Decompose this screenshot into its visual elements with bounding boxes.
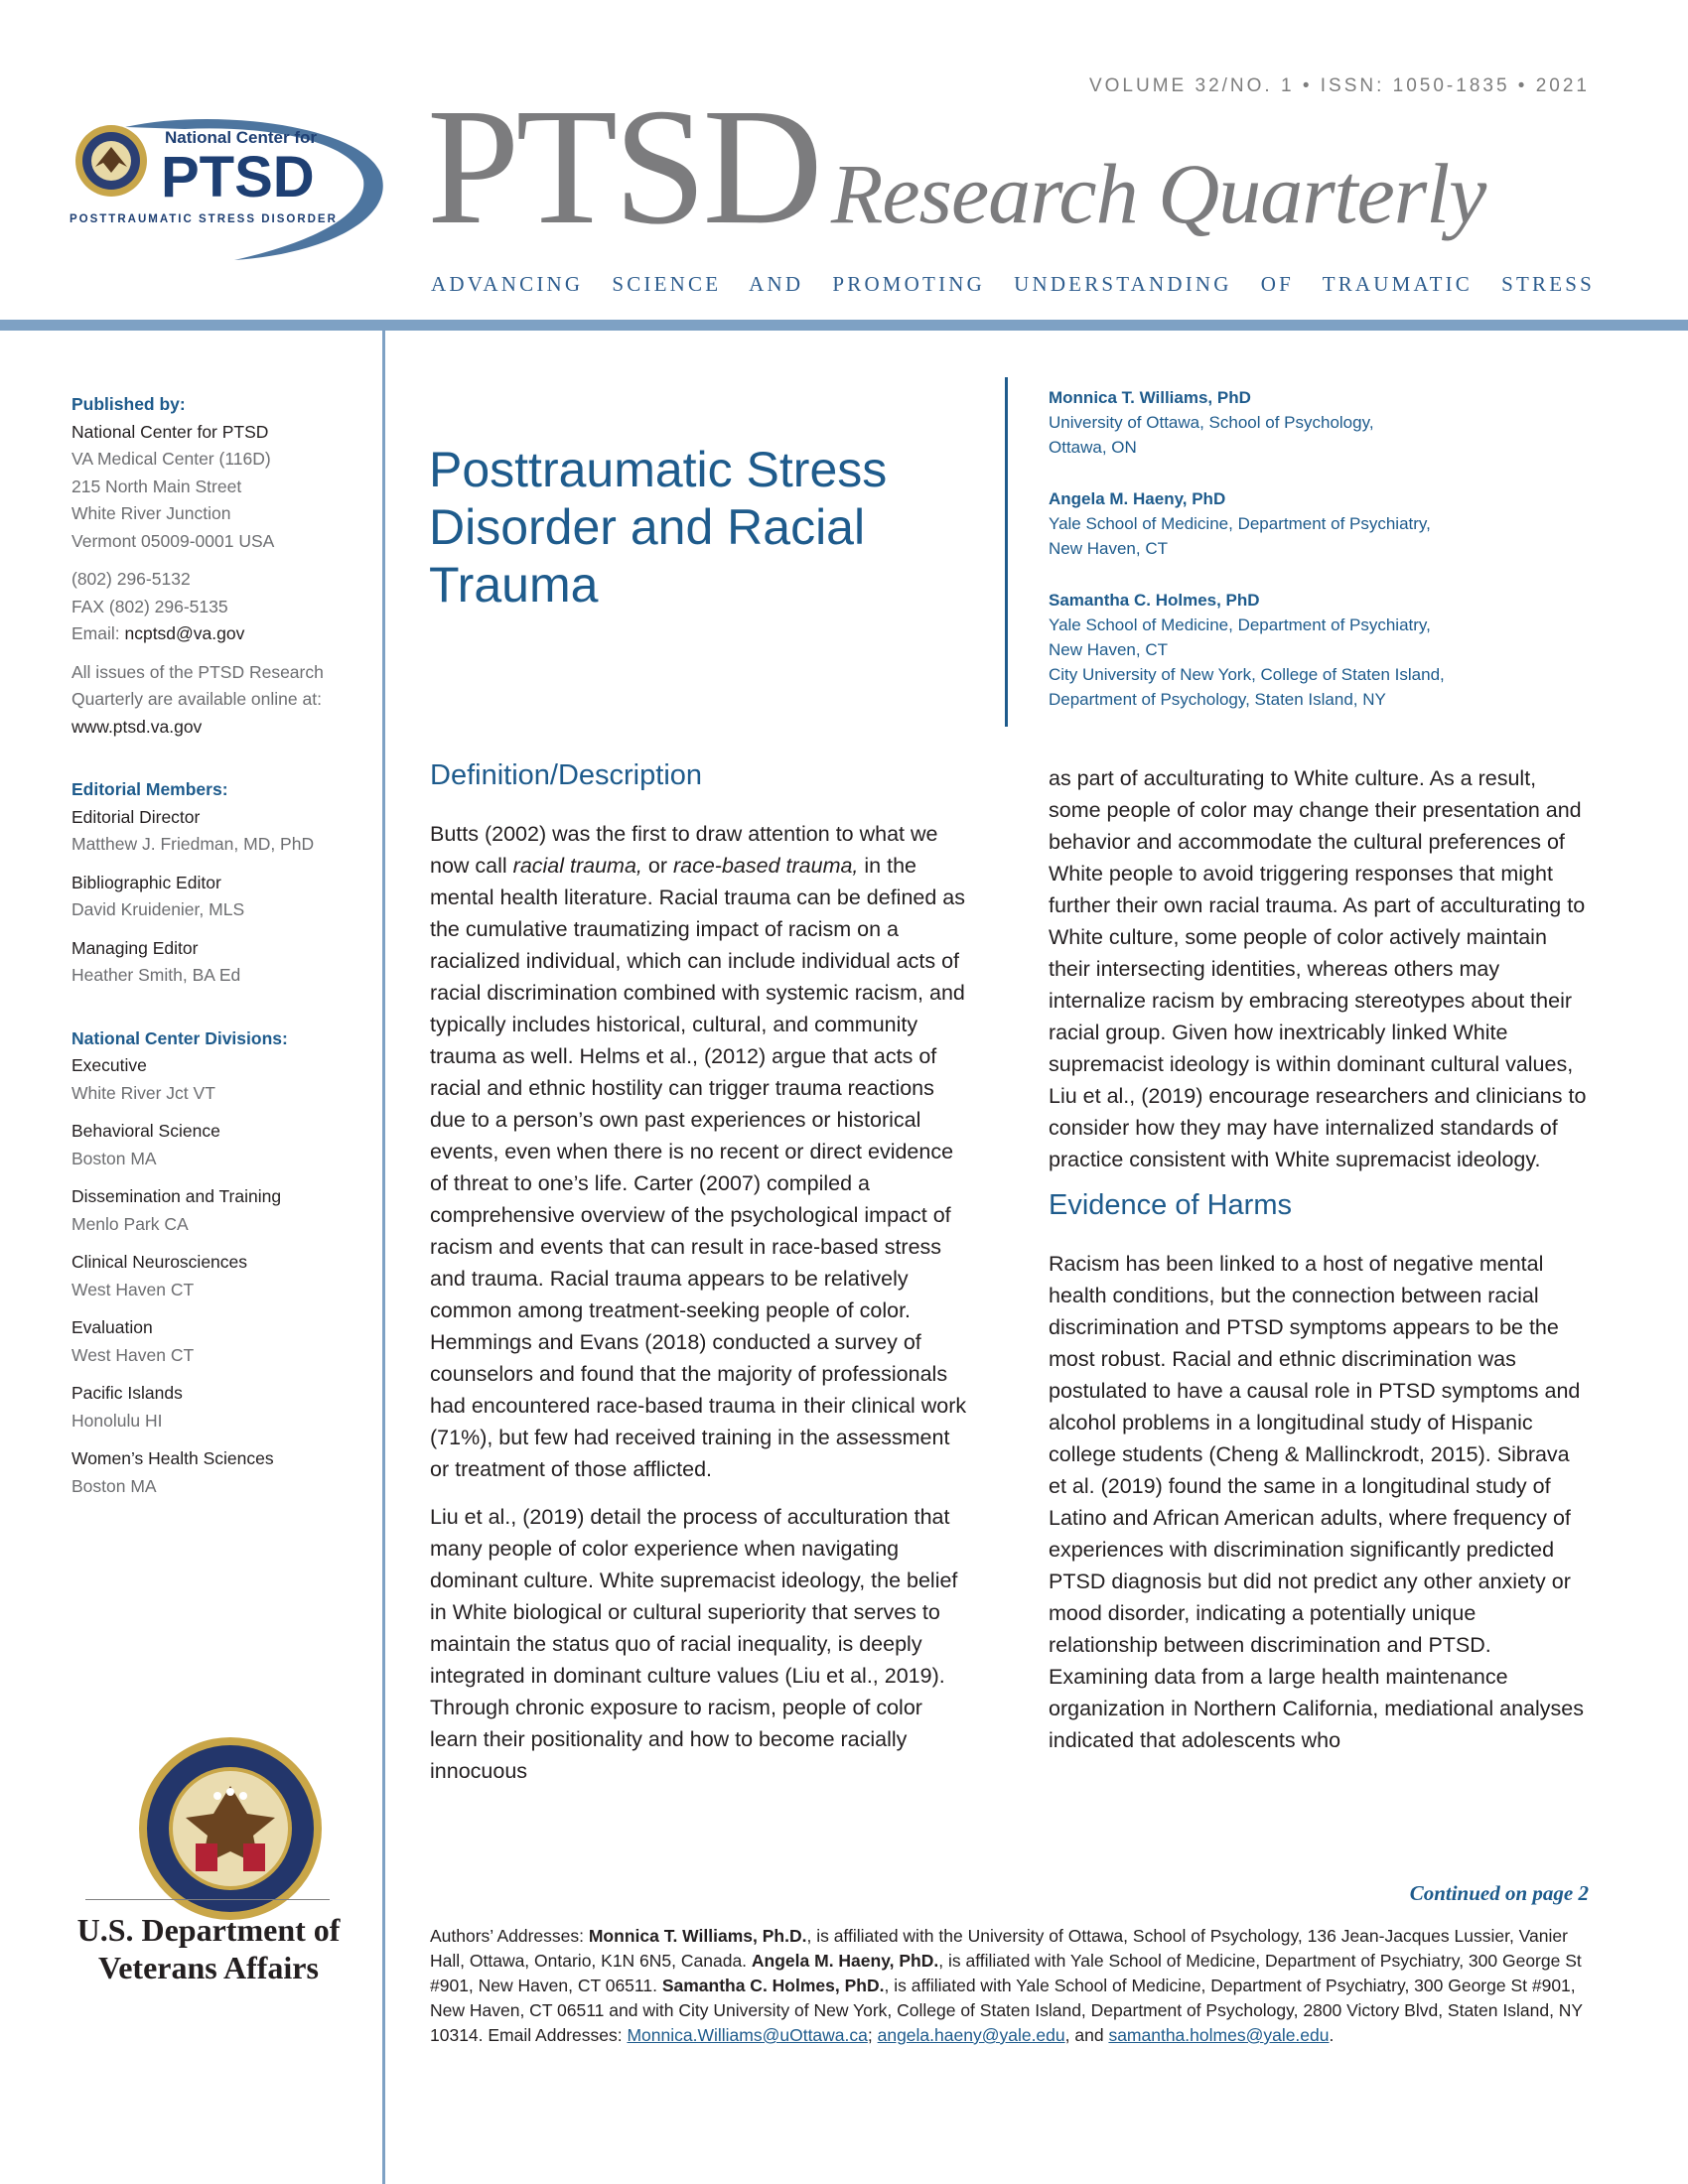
author-name: Angela M. Haeny, PhD xyxy=(1049,489,1226,508)
email-line: Email: ncptsd@va.gov xyxy=(71,623,245,643)
division-name: Clinical Neurosciences xyxy=(71,1252,248,1272)
header-rule xyxy=(0,320,1688,331)
fax-number: FAX (802) 296-5135 xyxy=(71,596,228,616)
email-link-holmes[interactable]: samantha.holmes@yale.edu xyxy=(1108,2025,1330,2045)
body-paragraph: Racism has been linked to a host of negative mental health conditions, but the connection between racial discrimination and PTSD symptoms appears to be the most robust. Racial and ethnic discrimination was postulated to have a causal role in PTSD symptoms and alcohol problems in a longitudinal study of Hispanic college students (Cheng & Mallinckrodt, 2015). Sibrava et al. (2019) found the same in a longitudinal study of Latino and African American adults, where frequency of experiences with discrimination significantly predicted PTSD diagnosis but did not predict any other anxiety or mood disorder, indicating a potentially unique relationship between discrimination and PTSD. Examining data from a large health maintenance organization in Northern California, mediational analyses indicated that adolescents who xyxy=(1049,1252,1584,1752)
department-rule xyxy=(85,1899,330,1900)
division-location: Boston MA xyxy=(71,1148,157,1168)
body-paragraph: as part of acculturating to White culture. As a result, some people of color may change their presentation and behavior and accommodate the cultural preferences of White people to avoid triggering responses that might further their own racial trauma. As part of acculturating to White culture, some people of color actively maintain their intersecting identities, whereas others may internalize racism by embracing stereotypes about their racial group. Given how inextricably linked White supremacist ideology is within dominant cultural values, Liu et al., (2019) encourage researchers and clinicians to consider how they may have internalized standards of practice consistent with White supremacist ideology. xyxy=(1049,766,1587,1171)
authors-addresses: Authors’ Addresses: Monnica T. Williams, Ph.D., is affiliated with the University of Ottawa, School of Psychology, 136 Jean-Jacques Lussier, Vanier Hall, Ottawa, Ontario, K1N 6N5, Canada. Angela M. Haeny, PhD., is affiliated with Yale School of Medicine, Department of Psychiatry, 300 George St #901, New Haven, CT 06511. Samantha C. Holmes, PhD., is affiliated with Yale School of Medicine, Department of Psychiatry, 300 George St #901, New Haven, CT 06511 and with City University of New York, College of Staten Island, Department of Psychology, 2800 Victory Blvd, Staten Island, NY 10314. Email Addresses: Monnica.Williams@uOttawa.ca; angela.haeny@yale.edu, and samantha.holmes@yale.edu. xyxy=(430,1926,1583,2045)
va-seal-icon xyxy=(136,1734,325,1923)
online-note: Quarterly are available online at: xyxy=(71,689,322,709)
article-title: Posttraumatic Stress Disorder and Racial Trauma xyxy=(429,442,888,613)
email-link-haeny[interactable]: angela.haeny@yale.edu xyxy=(877,2025,1065,2045)
published-by-heading: Published by: xyxy=(71,394,186,414)
author-list xyxy=(1049,385,1545,712)
body-paragraph: Butts (2002) was the first to draw attention to what we now call racial trauma, or race-based trauma, in the mental health literature. Racial trauma can be defined as the cumulative traumatizing impact of racism on a racialized individual, which can include individual acts of racial discrimination combined with systemic racism, and typically includes historical, cultural, and community trauma as well. Helms et al., (2012) argue that acts of racial and ethnic hostility can trigger trauma reactions due to a person’s own past experiences or historical events, even when there is no recent or direct evidence of threat to one’s life. Carter (2007) compiled a comprehensive overview of the psychological impact of racism and events that can result in race-based stress and trauma. Racial trauma appears to be relatively common among treatment-seeking people of color. Hemmings and Evans (2018) conducted a survey of counselors and found that the majority of professionals had encountered race-based trauma in their clinical work (71%), but few had received training in the assessment or treatment of those afflicted. xyxy=(430,822,967,1481)
masthead-tagline: ADVANCING SCIENCE AND PROMOTING UNDERSTANDING OF TRAUMATIC STRESS xyxy=(431,272,1595,296)
svg-text:National Center for: National Center for xyxy=(165,128,318,147)
division-name: Behavioral Science xyxy=(71,1121,220,1141)
division-location: Honolulu HI xyxy=(71,1410,163,1431)
author-affiliation: New Haven, CT xyxy=(1049,539,1168,558)
publisher-line: Vermont 05009-0001 USA xyxy=(71,530,275,551)
email-link-williams[interactable]: Monnica.Williams@uOttawa.ca xyxy=(627,2025,868,2045)
svg-text:PTSD: PTSD xyxy=(161,145,315,209)
continued-link[interactable]: Continued on page 2 xyxy=(1409,1881,1589,1905)
editorial-role: Managing Editor xyxy=(71,937,199,958)
publisher-line: VA Medical Center (116D) xyxy=(71,449,271,469)
author-affiliation: Yale School of Medicine, Department of Psychiatry, xyxy=(1049,615,1431,634)
author-affiliation: City University of New York, College of Staten Island, xyxy=(1049,665,1445,684)
division-name: Pacific Islands xyxy=(71,1383,183,1403)
phone-number: (802) 296-5132 xyxy=(71,569,191,589)
divisions-heading: National Center Divisions: xyxy=(71,1027,288,1048)
author-accent-bar xyxy=(1005,377,1008,727)
author-name: Samantha C. Holmes, PhD xyxy=(1049,591,1260,610)
masthead-ptsd: PTSD xyxy=(427,74,819,259)
publisher-line: 215 North Main Street xyxy=(71,476,242,496)
author-affiliation: New Haven, CT xyxy=(1049,640,1168,659)
national-center-ptsd-logo xyxy=(66,115,399,264)
sidebar-divider xyxy=(382,331,385,2184)
division-location: Menlo Park CA xyxy=(71,1213,189,1234)
issue-volume-line: VOLUME 32/NO. 1 • ISSN: 1050-1835 • 2021 xyxy=(1088,75,1590,96)
section-heading-evidence: Evidence of Harms xyxy=(1049,1189,1292,1221)
editorial-role: Bibliographic Editor xyxy=(71,872,221,892)
publisher-line: White River Junction xyxy=(71,503,231,523)
author-affiliation: Department of Psychology, Staten Island, NY xyxy=(1049,690,1386,709)
sidebar xyxy=(71,391,369,1500)
website-link[interactable]: www.ptsd.va.gov xyxy=(71,716,203,737)
editorial-members-heading: Editorial Members: xyxy=(71,779,228,799)
division-location: Boston MA xyxy=(71,1475,157,1496)
department-name: U.S. Department of Veterans Affairs xyxy=(76,1912,341,1985)
body-paragraph: Liu et al., (2019) detail the process of acculturation that many people of color experience when navigating dominant culture. White supremacist ideology, the belief in White biological or cultural superiority that serves to maintain the status quo of racial inequality, is deeply integrated in dominant culture values (Liu et al., 2019). Through chronic exposure to racism, people of color learn their positionality and how to become racially innocuous xyxy=(430,1505,958,1783)
author-affiliation: University of Ottawa, School of Psychology, xyxy=(1049,413,1374,432)
division-location: White River Jct VT xyxy=(71,1082,215,1103)
author-name: Monnica T. Williams, PhD xyxy=(1049,388,1251,407)
division-name: Women’s Health Sciences xyxy=(71,1448,274,1468)
editorial-role: Editorial Director xyxy=(71,806,201,827)
division-location: West Haven CT xyxy=(71,1344,195,1365)
body-column-right xyxy=(1049,762,1591,1756)
svg-text:POSTTRAUMATIC STRESS DISORDER: POSTTRAUMATIC STRESS DISORDER xyxy=(70,213,338,225)
online-note: All issues of the PTSD Research xyxy=(71,661,324,682)
division-name: Executive xyxy=(71,1055,147,1075)
masthead-research-quarterly: Research Quarterly xyxy=(830,146,1486,241)
division-name: Dissemination and Training xyxy=(71,1186,282,1206)
editorial-name: Heather Smith, BA Ed xyxy=(71,965,241,985)
email-link[interactable]: ncptsd@va.gov xyxy=(124,623,245,643)
section-heading-definition: Definition/Description xyxy=(430,759,703,791)
division-name: Evaluation xyxy=(71,1317,153,1337)
division-location: West Haven CT xyxy=(71,1279,195,1299)
editorial-name: Matthew J. Friedman, MD, PhD xyxy=(71,834,315,854)
editorial-name: David Kruidenier, MLS xyxy=(71,899,245,919)
author-affiliation: Ottawa, ON xyxy=(1049,438,1137,457)
author-affiliation: Yale School of Medicine, Department of Psychiatry, xyxy=(1049,514,1431,533)
publisher-line: National Center for PTSD xyxy=(71,421,269,442)
body-column-left xyxy=(430,755,972,1787)
